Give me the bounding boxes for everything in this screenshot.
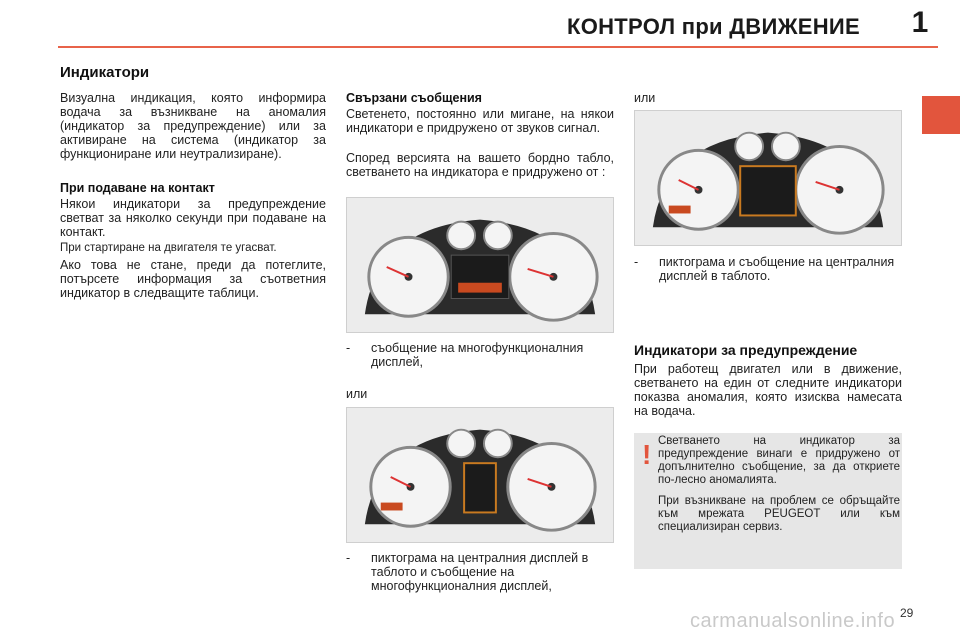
caption-dash: - [634,255,639,269]
caption-2 [346,551,614,593]
watermark: carmanualsonline.info [690,610,896,632]
messages-heading: Свързани съобщения [346,91,482,105]
caption-3-text: пиктограма и съобщение на централния дисплей в таблото. [659,255,895,283]
note-paragraph-2: При възникване на проблем се обръщайте към мрежата PEUGEOT или към специализиран сервиз. [658,495,900,533]
exclamation-icon: ! [642,439,652,470]
page-number: 29 [900,606,914,620]
caption-2-text: пиктограма на централния дисплей в таблото и съобщение на многофункционалния дисплей, [371,551,589,593]
contact-paragraph-1: Някои индикатори за предупреждение светват за няколко секунди при подаване на контакт. [60,197,326,239]
caption-dash: - [346,551,351,565]
messages-paragraph-1: Светенето, постоянно или мигане, на някои индикатори е придружено от звуков сигнал. [346,107,614,135]
contact-paragraph-3: Ако това не стане, преди да потеглите, потърсете информация за съответния индикатор в следващите таблици. [60,258,326,300]
caption-1-text: съобщение на многофункционалния дисплей, [371,341,584,369]
chapter-tab-marker [922,96,960,134]
note-paragraph-1: Светването на индикатор за предупреждение винаги е придружено от допълнително съобщение, за да откриете по-лесно аномалията. [658,435,900,486]
header-divider [58,46,938,48]
or-label-2: или [634,91,656,105]
warning-indicators-paragraph: При работещ двигател или в движение, светването на един от следните индикатори показва аномалия, която изисква намесата на водача. [634,362,902,418]
page-header-title: КОНТРОЛ при ДВИЖЕНИЕ [566,14,860,39]
caption-3 [634,255,902,283]
section-title-indicators: Индикатори [60,64,150,81]
caption-1 [346,341,614,369]
note-box [634,433,902,569]
note-text [658,435,900,542]
warning-indicators-heading: Индикатори за предупреждение [634,342,858,358]
contact-heading: При подаване на контакт [60,181,215,195]
caption-dash: - [346,341,351,355]
instrument-panel-image-2 [346,407,614,543]
chapter-number: 1 [911,6,929,39]
messages-paragraph-2: Според версията на вашето бордно табло, светването на индикатора е придружено от : [346,151,614,179]
or-label-1: или [346,387,368,401]
contact-paragraph-2: При стартиране на двигателя те угасват. [60,242,277,254]
instrument-panel-image-3 [634,110,902,246]
intro-paragraph: Визуална индикация, която информира водача за възникване на аномалия (индикатор за предупреждение) или за активиране на система (индикатор за функциониране или неутрализиране). [60,91,326,161]
instrument-panel-image-1 [346,197,614,333]
